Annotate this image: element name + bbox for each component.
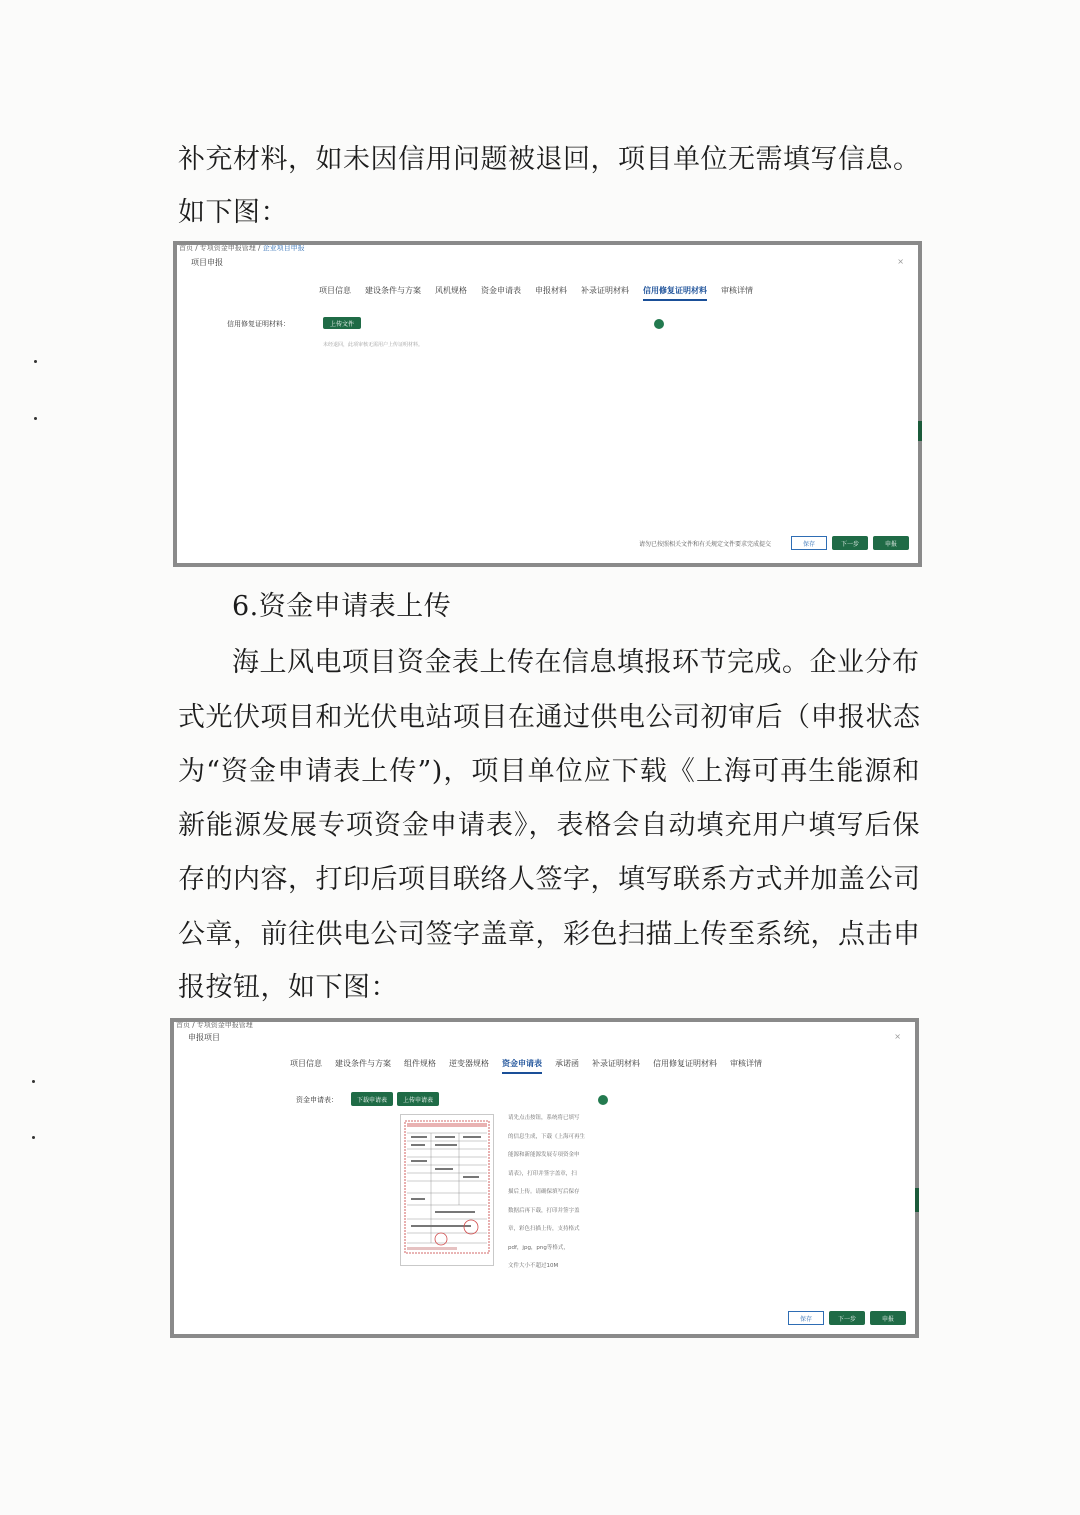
close-icon[interactable]: ×	[897, 257, 904, 266]
screenshot-credit-repair	[173, 241, 922, 567]
tab-fund-application[interactable]: 资金申请表	[502, 1058, 542, 1074]
margin-mark	[32, 1136, 35, 1139]
tab-credit-repair[interactable]: 信用修复证明材料	[643, 285, 707, 301]
screenshot-fund-application	[170, 1018, 919, 1338]
paragraph-line: 公章，前往供电公司签字盖章，彩色扫描上传至系统，点击申	[178, 919, 921, 950]
paragraph-line: 海上风电项目资金表上传在信息填报环节完成。企业分布	[232, 647, 920, 678]
tab-bar	[319, 285, 753, 301]
upload-file-button[interactable]: 上传文件	[323, 317, 361, 329]
paragraph-line: 存的内容，打印后项目联络人签字，填写联系方式并加盖公司	[178, 864, 921, 895]
breadcrumb: 首页 / 专项资金申报管理 / 企业项目申报	[179, 245, 305, 252]
download-form-button[interactable]: 下载申请表	[351, 1092, 393, 1106]
close-icon[interactable]: ×	[894, 1032, 901, 1041]
paragraph-line: 补充材料，如未因信用问题被退回，项目单位无需填写信息。	[178, 144, 921, 175]
tab-bar	[290, 1058, 762, 1074]
paragraph-line: 为“资金申请表上传”)，项目单位应下载《上海可再生能源和	[178, 756, 920, 787]
tab-credit-repair[interactable]: 信用修复证明材料	[653, 1059, 717, 1068]
window-edge	[915, 1188, 919, 1212]
tab-supplementary-proof[interactable]: 补录证明材料	[592, 1059, 640, 1068]
margin-mark	[32, 1080, 35, 1083]
instruction-text: 请先点击按钮，系统将已填写 的信息生成，下载《上海可再生 能源和新能源发展专项资金申 请表》，打印并签字盖章，扫 描后上传。请确保填写后保存 数据后再下载，打印并签字盖 章，彩色扫描上传，支持格式 pdf，jpg，png等格式， 文件大小不超过10M	[508, 1115, 586, 1269]
paragraph-line: 报按钮，如下图：	[178, 972, 398, 1003]
section-heading: 6.资金申请表上传	[232, 591, 452, 622]
status-dot	[654, 319, 664, 329]
tab-fund-application[interactable]: 资金申请表	[481, 286, 521, 295]
submit-button[interactable]: 申报	[870, 1311, 906, 1325]
panel-title: 申报项目	[188, 1033, 220, 1042]
credit-repair-label: 信用修复证明材料：	[227, 320, 290, 328]
tab-construction[interactable]: 建设条件与方案	[365, 286, 421, 295]
tab-project-info[interactable]: 项目信息	[290, 1059, 322, 1068]
paragraph-line: 式光伏项目和光伏电站项目在通过供电公司初审后（申报状态	[178, 702, 921, 733]
tab-project-info[interactable]: 项目信息	[319, 286, 351, 295]
upload-hint: 未经退回，此项审核无需用户上传证明材料。	[323, 342, 424, 348]
upload-form-button[interactable]: 上传申请表	[397, 1092, 439, 1106]
status-dot	[598, 1095, 608, 1105]
application-form-preview	[400, 1114, 494, 1266]
save-button[interactable]: 保存	[788, 1311, 824, 1325]
window-edge	[918, 421, 922, 441]
breadcrumb: 首页 / 专项资金申报管理	[176, 1022, 253, 1029]
tab-construction[interactable]: 建设条件与方案	[335, 1059, 391, 1068]
tab-commitment-letter[interactable]: 承诺函	[555, 1059, 579, 1068]
tab-materials[interactable]: 申报材料	[535, 286, 567, 295]
paragraph-line: 新能源发展专项资金申请表》，表格会自动填充用户填写后保	[178, 810, 920, 841]
panel-title: 项目申报	[191, 258, 223, 267]
footer-note: 请勿已按照相关文件和有关规定文件要求完成提交	[639, 541, 772, 548]
next-button[interactable]: 下一步	[832, 536, 868, 550]
next-button[interactable]: 下一步	[829, 1311, 865, 1325]
tab-review-details[interactable]: 审核详情	[730, 1059, 762, 1068]
margin-mark	[34, 360, 37, 363]
fund-application-label: 资金申请表：	[296, 1096, 338, 1104]
tab-module-spec[interactable]: 组件规格	[404, 1059, 436, 1068]
tab-inverter-spec[interactable]: 逆变器规格	[449, 1059, 489, 1068]
tab-supplementary-proof[interactable]: 补录证明材料	[581, 286, 629, 295]
paragraph-line: 如下图：	[178, 197, 288, 228]
tab-review-details[interactable]: 审核详情	[721, 286, 753, 295]
tab-turbine-spec[interactable]: 风机规格	[435, 286, 467, 295]
submit-button[interactable]: 申报	[873, 536, 909, 550]
margin-mark	[34, 417, 37, 420]
save-button[interactable]: 保存	[791, 536, 827, 550]
